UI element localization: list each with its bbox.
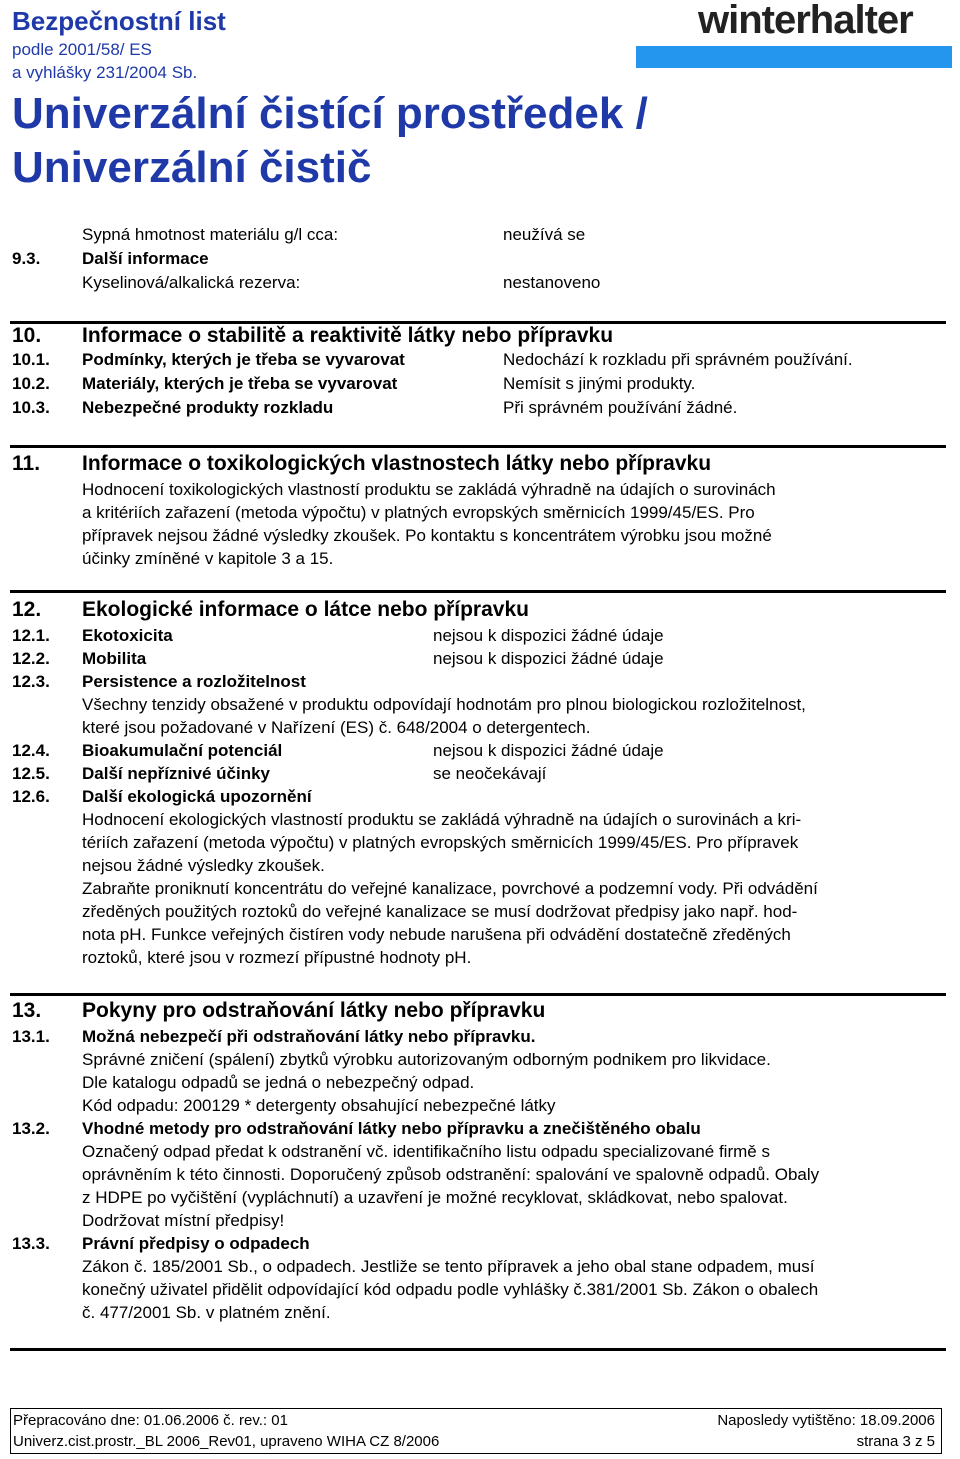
- section-10-3-value: Při správném používání žádné.: [503, 398, 738, 417]
- section-12-1-number: 12.1.: [12, 626, 50, 645]
- section-9-3-number: 9.3.: [12, 249, 41, 268]
- section-13-2-number: 13.2.: [12, 1119, 50, 1138]
- section-10-3-number: 10.3.: [12, 398, 50, 417]
- section-10-1-number: 10.1.: [12, 350, 50, 369]
- section-13-2-text: oprávněním k této činnosti. Doporučený způsob odstranění: spalování ve spalovně odpadů. Obaly: [82, 1165, 820, 1184]
- section-13-3-text: konečný uživatel přidělit odpovídající kód odpadu podle vyhlášky č.381/2001 Sb. Zákon o obalech: [82, 1280, 819, 1299]
- section-11-number: 11.: [12, 452, 41, 475]
- section-12-6-text: nota pH. Funkce veřejných čistíren vody nebude narušena při odvádění dostatečně zředěných: [82, 925, 791, 944]
- document-title: Bezpečnostní list: [12, 6, 226, 36]
- section-12-3-label: Persistence a rozložitelnost: [82, 672, 306, 691]
- section-divider: [10, 445, 946, 448]
- section-divider: [10, 1348, 946, 1351]
- section-12-title: Ekologické informace o látce nebo přípravku: [82, 598, 529, 621]
- section-12-4-number: 12.4.: [12, 741, 50, 760]
- section-11-text: přípravek nejsou žádné výsledky zkoušek. Po kontaktu s koncentrátem výrobku jsou možné: [82, 526, 772, 545]
- section-11-title: Informace o toxikologických vlastnostech látky nebo přípravku: [82, 452, 712, 475]
- section-12-5-value: se neočekávají: [433, 764, 547, 783]
- section-12-5-number: 12.5.: [12, 764, 50, 783]
- footer-filename: Univerz.cist.prostr._BL 2006_Rev01, upraveno WIHA CZ 8/2006: [13, 1433, 440, 1450]
- rezerva-value: nestanoveno: [503, 273, 601, 292]
- sypna-value: neužívá se: [503, 225, 586, 244]
- footer-page-number: strana 3 z 5: [856, 1433, 935, 1450]
- section-12-2-label: Mobilita: [82, 649, 147, 668]
- section-13-title: Pokyny pro odstraňování látky nebo přípravku: [82, 999, 546, 1022]
- section-10-title: Informace o stabilitě a reaktivitě látky nebo přípravku: [82, 324, 614, 347]
- section-12-4-value: nejsou k dispozici žádné údaje: [433, 741, 664, 760]
- section-12-3-text: které jsou požadované v Nařízení (ES) č. 648/2004 o detergentech.: [82, 718, 591, 737]
- section-13-3-number: 13.3.: [12, 1234, 50, 1253]
- product-name-line-1: Univerzální čistící prostředek /: [12, 89, 648, 138]
- section-13-1-text: Dle katalogu odpadů se jedná o nebezpečný odpad.: [82, 1073, 475, 1092]
- section-12-2-value: nejsou k dispozici žádné údaje: [433, 649, 664, 668]
- logo-wordmark: winterhalter: [698, 0, 913, 42]
- section-10-3-label: Nebezpečné produkty rozkladu: [82, 398, 334, 417]
- section-11-text: účinky zmíněné v kapitole 3 a 15.: [82, 549, 334, 568]
- section-13-number: 13.: [12, 999, 42, 1022]
- section-9-3-title: Další informace: [82, 249, 209, 268]
- section-13-2-text: z HDPE po vyčištění (vypláchnutí) a uzavření je možné recyklovat, skládkovat, nebo spalovat.: [82, 1188, 788, 1207]
- section-13-3-text: Zákon č. 185/2001 Sb., o odpadech. Jestliže se tento přípravek a jeho obal stane odpadem, musí: [82, 1257, 815, 1276]
- section-12-5-label: Další nepříznivé účinky: [82, 764, 271, 783]
- section-13-3-text: č. 477/2001 Sb. v platném znění.: [82, 1303, 331, 1322]
- footer: [10, 1408, 942, 1454]
- section-13-2-label: Vhodné metody pro odstraňování látky nebo přípravku a znečištěného obalu: [82, 1119, 701, 1138]
- section-12-6-text: Zabraňte proniknutí koncentrátu do veřejné kanalizace, povrchové a podzemní vody. Při odvádění: [82, 879, 818, 898]
- section-13-1-label: Možná nebezpečí při odstraňování látky nebo přípravku.: [82, 1027, 536, 1046]
- section-12-6-number: 12.6.: [12, 787, 50, 806]
- sypna-label: Sypná hmotnost materiálu g/l cca:: [82, 225, 339, 244]
- logo-bar: [636, 46, 952, 68]
- section-12-6-text: tériích zařazení (metoda výpočtu) v platných evropských směrnicích 1999/45/ES. Pro přípravek: [82, 833, 799, 852]
- section-11-text: a kritériích zařazení (metoda výpočtu) v platných evropských směrnicích 1999/45/ES. Pro: [82, 503, 755, 522]
- section-13-3-label: Právní předpisy o odpadech: [82, 1234, 310, 1253]
- winterhalter-logo: [636, 0, 952, 74]
- section-divider: [10, 590, 946, 593]
- section-12-2-number: 12.2.: [12, 649, 50, 668]
- section-13-1-text: Kód odpadu: 200129 * detergenty obsahující nebezpečné látky: [82, 1096, 556, 1115]
- section-12-6-text: Hodnocení ekologických vlastností produktu se zakládá výhradně na údajích o surovinách a kri-: [82, 810, 802, 829]
- section-10-2-number: 10.2.: [12, 374, 50, 393]
- section-12-6-text: nejsou žádné výsledky zkoušek.: [82, 856, 325, 875]
- regulation-line-2: a vyhlášky 231/2004 Sb.: [12, 63, 198, 82]
- section-13-1-number: 13.1.: [12, 1027, 50, 1046]
- product-name-line-2: Univerzální čistič: [12, 143, 372, 192]
- section-10-1-value: Nedochází k rozkladu při správném používání.: [503, 350, 853, 369]
- section-10-1-label: Podmínky, kterých je třeba se vyvarovat: [82, 350, 405, 369]
- section-12-number: 12.: [12, 598, 42, 621]
- section-11-text: Hodnocení toxikologických vlastností produktu se zakládá výhradně na údajích o surovinách: [82, 480, 776, 499]
- section-12-6-text: roztoků, které jsou v rozmezí přípustné hodnoty pH.: [82, 948, 472, 967]
- section-divider: [10, 993, 946, 996]
- footer-printed: Naposledy vytištěno: 18.09.2006: [717, 1412, 935, 1429]
- section-12-6-text: zředěných použitých roztoků do veřejné kanalizace se musí dodržovat předpisy jako např. hod-: [82, 902, 798, 921]
- section-12-3-number: 12.3.: [12, 672, 50, 691]
- section-12-6-label: Další ekologická upozornění: [82, 787, 312, 806]
- section-12-1-value: nejsou k dispozici žádné údaje: [433, 626, 664, 645]
- section-12-1-label: Ekotoxicita: [82, 626, 173, 645]
- section-10-2-value: Nemísit s jinými produkty.: [503, 374, 696, 393]
- section-10-number: 10.: [12, 324, 42, 347]
- section-13-2-text: Dodržovat místní předpisy!: [82, 1211, 285, 1230]
- section-10-2-label: Materiály, kterých je třeba se vyvarovat: [82, 374, 398, 393]
- section-12-3-text: Všechny tenzidy obsažené v produktu odpovídají hodnotám pro plnou biologickou rozložitelnost,: [82, 695, 806, 714]
- section-13-1-text: Správné zničení (spálení) zbytků výrobku autorizovaným odborným podnikem pro likvidace.: [82, 1050, 771, 1069]
- rezerva-label: Kyselinová/alkalická rezerva:: [82, 273, 301, 292]
- section-12-4-label: Bioakumulační potenciál: [82, 741, 283, 760]
- section-13-2-text: Označený odpad předat k odstranění vč. identifikačního listu odpadu specializované firmě s: [82, 1142, 770, 1161]
- regulation-line-1: podle 2001/58/ ES: [12, 40, 152, 59]
- footer-revised: Přepracováno dne: 01.06.2006 č. rev.: 01: [13, 1412, 288, 1429]
